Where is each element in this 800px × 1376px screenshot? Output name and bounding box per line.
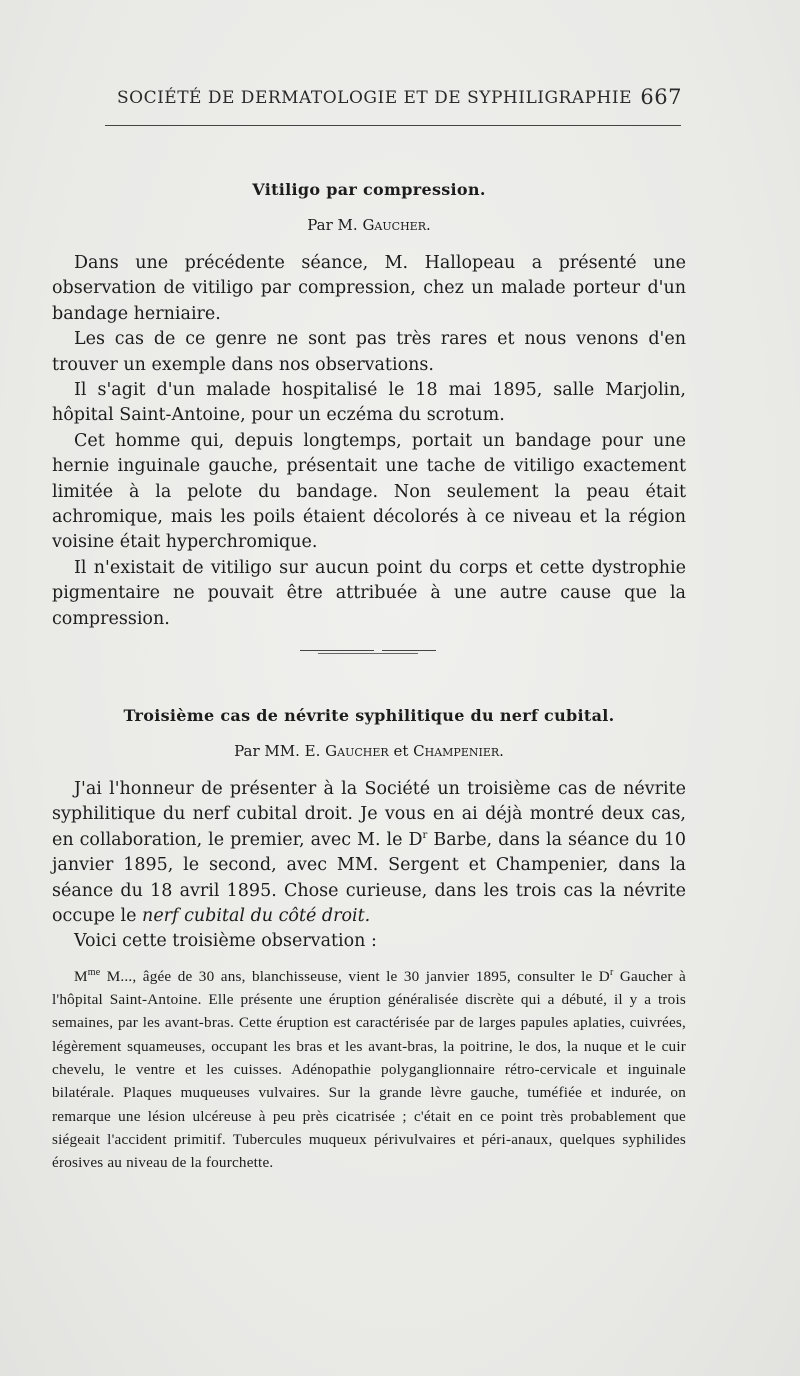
article-byline xyxy=(52,741,686,761)
author-name: Gaucher. xyxy=(362,216,431,234)
article-title: Troisième cas de névrite syphilitique du nerf cubital. xyxy=(123,706,615,725)
section-separator xyxy=(300,650,436,654)
author-name: Champenier. xyxy=(413,742,504,760)
author-name: Gaucher xyxy=(325,742,389,760)
text-run: M..., âgée de 30 ans, blanchisseuse, vient le 30 janvier 1895, consulter le D xyxy=(100,967,610,985)
byline-prefix: Par MM. E. xyxy=(234,742,321,760)
paragraph: Il s'agit d'un malade hospitalisé le 18 mai 1895, salle Marjolin, hôpital Saint-Antoine, pour un eczéma du scrotum. xyxy=(52,380,686,426)
superscript: me xyxy=(87,966,101,978)
article-title: Vitiligo par compression. xyxy=(252,180,486,199)
separator-line xyxy=(300,650,374,651)
paragraph: Voici cette troisième observation : xyxy=(74,931,377,952)
superscript: r xyxy=(609,966,614,978)
byline-prefix: Par M. xyxy=(307,216,358,234)
italic-text: nerf cubital du côté droit. xyxy=(142,906,371,927)
header-rule xyxy=(105,125,681,126)
text-run: Barbe, dans la séance du 10 janvier 1895, le second, avec MM. Sergent et Champenier, dans la séance du 18 avril 1895. Chose curieuse, dans les trois cas la névrite occupe le xyxy=(52,829,686,927)
running-title: SOCIÉTÉ DE DERMATOLOGIE ET DE SYPHILIGRAPHIE xyxy=(117,88,633,108)
paragraph xyxy=(52,777,686,929)
byline-joiner: et xyxy=(393,742,409,760)
article-nevrite xyxy=(52,706,686,1175)
separator-line xyxy=(382,650,436,651)
article-vitiligo xyxy=(52,180,686,632)
paragraph: Il n'existait de vitiligo sur aucun point du corps et cette dystrophie pigmentaire ne pouvait être attribuée à une autre cause que la compression. xyxy=(52,557,686,629)
text-run: Gaucher à l'hôpital Saint-Antoine. Elle présente une éruption généralisée discrète qui a débuté, il y a trois semaines, par les avant-bras. Cette éruption est caractérisée par de larges papules aplaties, cuivrées, légèrement squameuses, occupant les bras et les avant-bras, la poitrine, le dos, la nuque et le cuir chevelu, le ventre et les cuisses. Adénopathie polyganglionnaire rétro-cervicale et inguinale bilatérale. Plaques muqueuses vulvaires. Sur la grande lèvre gauche, tuméfiée et indurée, on remarque une lésion ulcéreuse à peu près cicatrisée ; c'était en ce point très probablement que siégeait l'accident primitif. Tubercules muqueux périvulvaires et péri-anaux, quelques syphilides érosives au niveau de la fourchette. xyxy=(52,967,686,1172)
observation-paragraph xyxy=(52,965,686,1175)
text-run: M xyxy=(74,967,88,985)
paragraph: Dans une précédente séance, M. Hallopeau a présenté une observation de vitiligo par compression, chez un malade porteur d'un bandage herniaire. xyxy=(52,253,686,324)
paragraph: Cet homme qui, depuis longtemps, portait un bandage pour une hernie inguinale gauche, présentait une tache de vitiligo exactement limitée à la pelote du bandage. Non seulement la peau était achromique, mais les poils étaient décolorés à ce niveau et la région voisine était hyperchromique. xyxy=(52,430,686,553)
superscript: r xyxy=(422,829,428,841)
paragraph: Les cas de ce genre ne sont pas très rares et nous venons d'en trouver un exemple dans nos observations. xyxy=(52,329,686,375)
page-number: 667 xyxy=(640,85,682,109)
article-byline xyxy=(52,215,686,235)
text-run: J'ai l'honneur de présenter à la Société un troisième cas de névrite syphilitique du nerf cubital droit. Je vous en ai déjà montré deux cas, en collaboration, le premier, avec M. le D xyxy=(52,779,686,850)
separator-line xyxy=(318,653,418,654)
